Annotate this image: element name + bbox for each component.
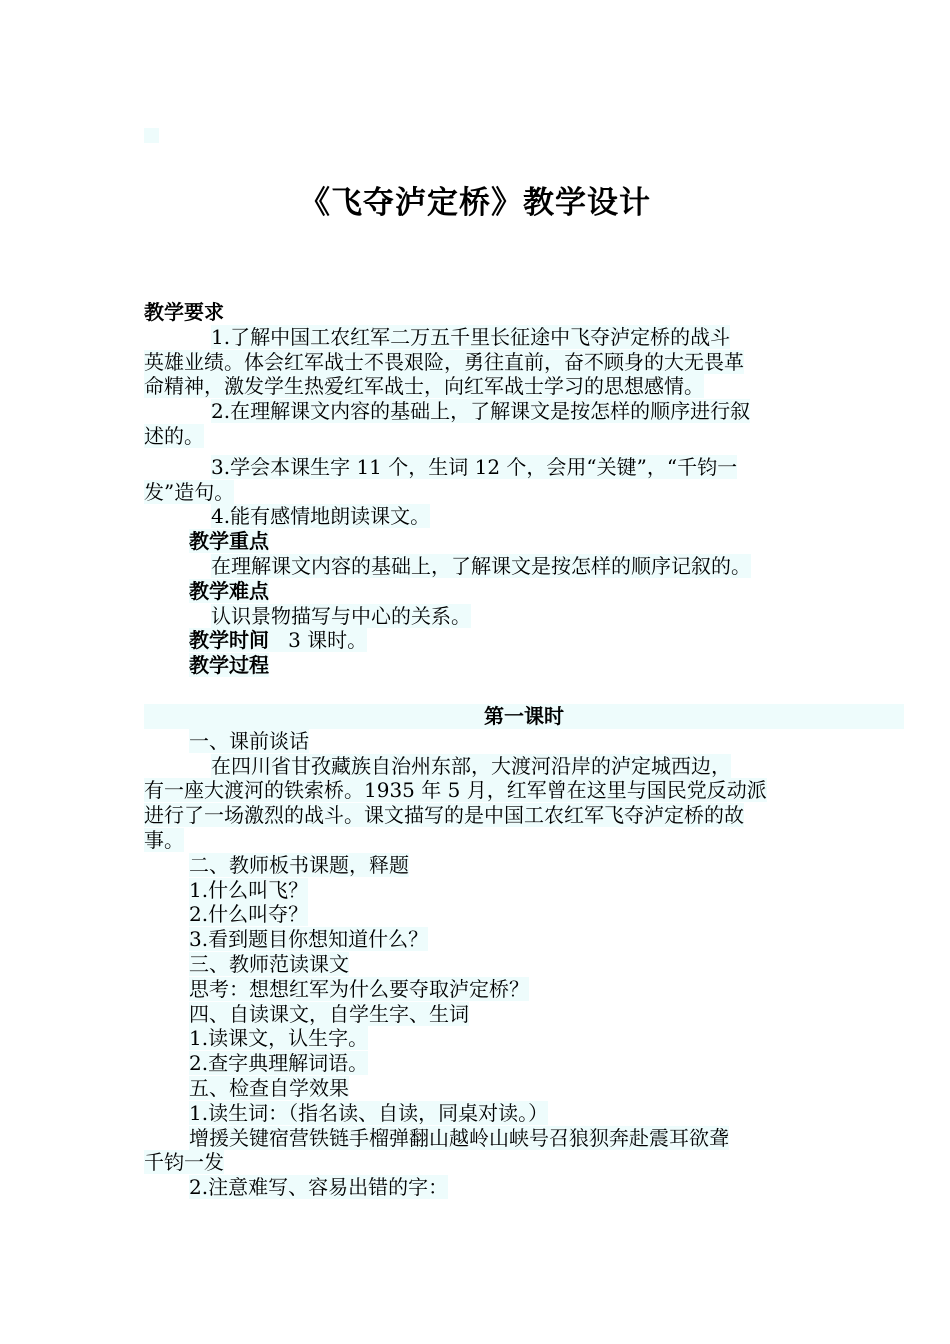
lesson-1-heading: 第一课时 (144, 704, 904, 729)
requirement-4: 4.能有感情地朗读课文。 (211, 504, 431, 529)
requirement-3-line-1: 3.学会本课生字 11 个，生词 12 个，会用“关键”，“千钧一 (211, 454, 738, 479)
section-5-item-1: 1.读生词：（指名读、自读，同桌对读。） (189, 1100, 549, 1125)
requirements-heading: 教学要求 (144, 300, 224, 324)
requirement-3-line-2: 发”造句。 (144, 479, 235, 504)
time-heading: 教学时间 (189, 628, 269, 653)
process-heading: 教学过程 (189, 653, 269, 678)
document-body (144, 300, 824, 1200)
difficulty-text: 认识景物描写与中心的关系。 (211, 603, 471, 628)
document-title: 《飞夺泸定桥》教学设计 (299, 185, 651, 221)
section-1-heading: 一、课前谈话 (189, 728, 309, 753)
section-5-words-line-1: 增援关键宿营铁链手榴弹翻山越岭山峡号召狼狈奔赴震耳欲聋 (189, 1125, 729, 1150)
key-point-text: 在理解课文内容的基础上，了解课文是按怎样的顺序记叙的。 (211, 553, 751, 578)
requirement-1-line-1: 1.了解中国工农红军二万五千里长征途中飞夺泸定桥的战斗 (211, 324, 731, 349)
section-2-question-1: 1.什么叫飞？ (189, 877, 309, 902)
difficulty-heading: 教学难点 (189, 578, 269, 603)
corner-highlight-mark (144, 128, 159, 143)
requirement-2-line-1: 2.在理解课文内容的基础上，了解课文是按怎样的顺序进行叙 (211, 399, 751, 424)
section-5-heading: 五、检查自学效果 (189, 1075, 349, 1100)
requirement-1-line-2: 英雄业绩。体会红军战士不畏艰险，勇往直前，奋不顾身的大无畏革 (144, 349, 744, 374)
section-3-heading: 三、教师范读课文 (189, 951, 349, 976)
section-5-words-line-2: 千钧一发 (144, 1150, 224, 1175)
key-point-heading: 教学重点 (189, 529, 269, 554)
section-1-paragraph-line-4: 事。 (144, 827, 184, 852)
section-4-item-2: 2.查字典理解词语。 (189, 1051, 369, 1076)
requirement-1-line-3: 命精神，激发学生热爱红军战士，向红军战士学习的思想感情。 (144, 374, 704, 399)
section-1-paragraph-line-1: 在四川省甘孜藏族自治州东部，大渡河沿岸的泸定城西边， (211, 753, 731, 778)
section-4-heading: 四、自读课文，自学生字、生词 (189, 1001, 469, 1026)
section-1-paragraph-line-3: 进行了一场激烈的战斗。课文描写的是中国工农红军飞夺泸定桥的故 (144, 803, 744, 828)
requirement-2-line-2: 述的。 (144, 423, 204, 448)
section-1-paragraph-line-2: 有一座大渡河的铁索桥。1935 年 5 月，红军曾在这里与国民党反动派 (144, 778, 767, 803)
section-2-question-3: 3.看到题目你想知道什么？ (189, 927, 429, 952)
section-4-item-1: 1.读课文，认生字。 (189, 1026, 369, 1051)
section-2-heading: 二、教师板书课题，释题 (189, 852, 409, 877)
section-2-question-2: 2.什么叫夺？ (189, 902, 309, 927)
time-text: 3 课时。 (288, 628, 368, 653)
section-5-item-2: 2.注意难写、容易出错的字： (189, 1175, 449, 1200)
section-3-think: 思考：想想红军为什么要夺取泸定桥？ (189, 976, 529, 1001)
